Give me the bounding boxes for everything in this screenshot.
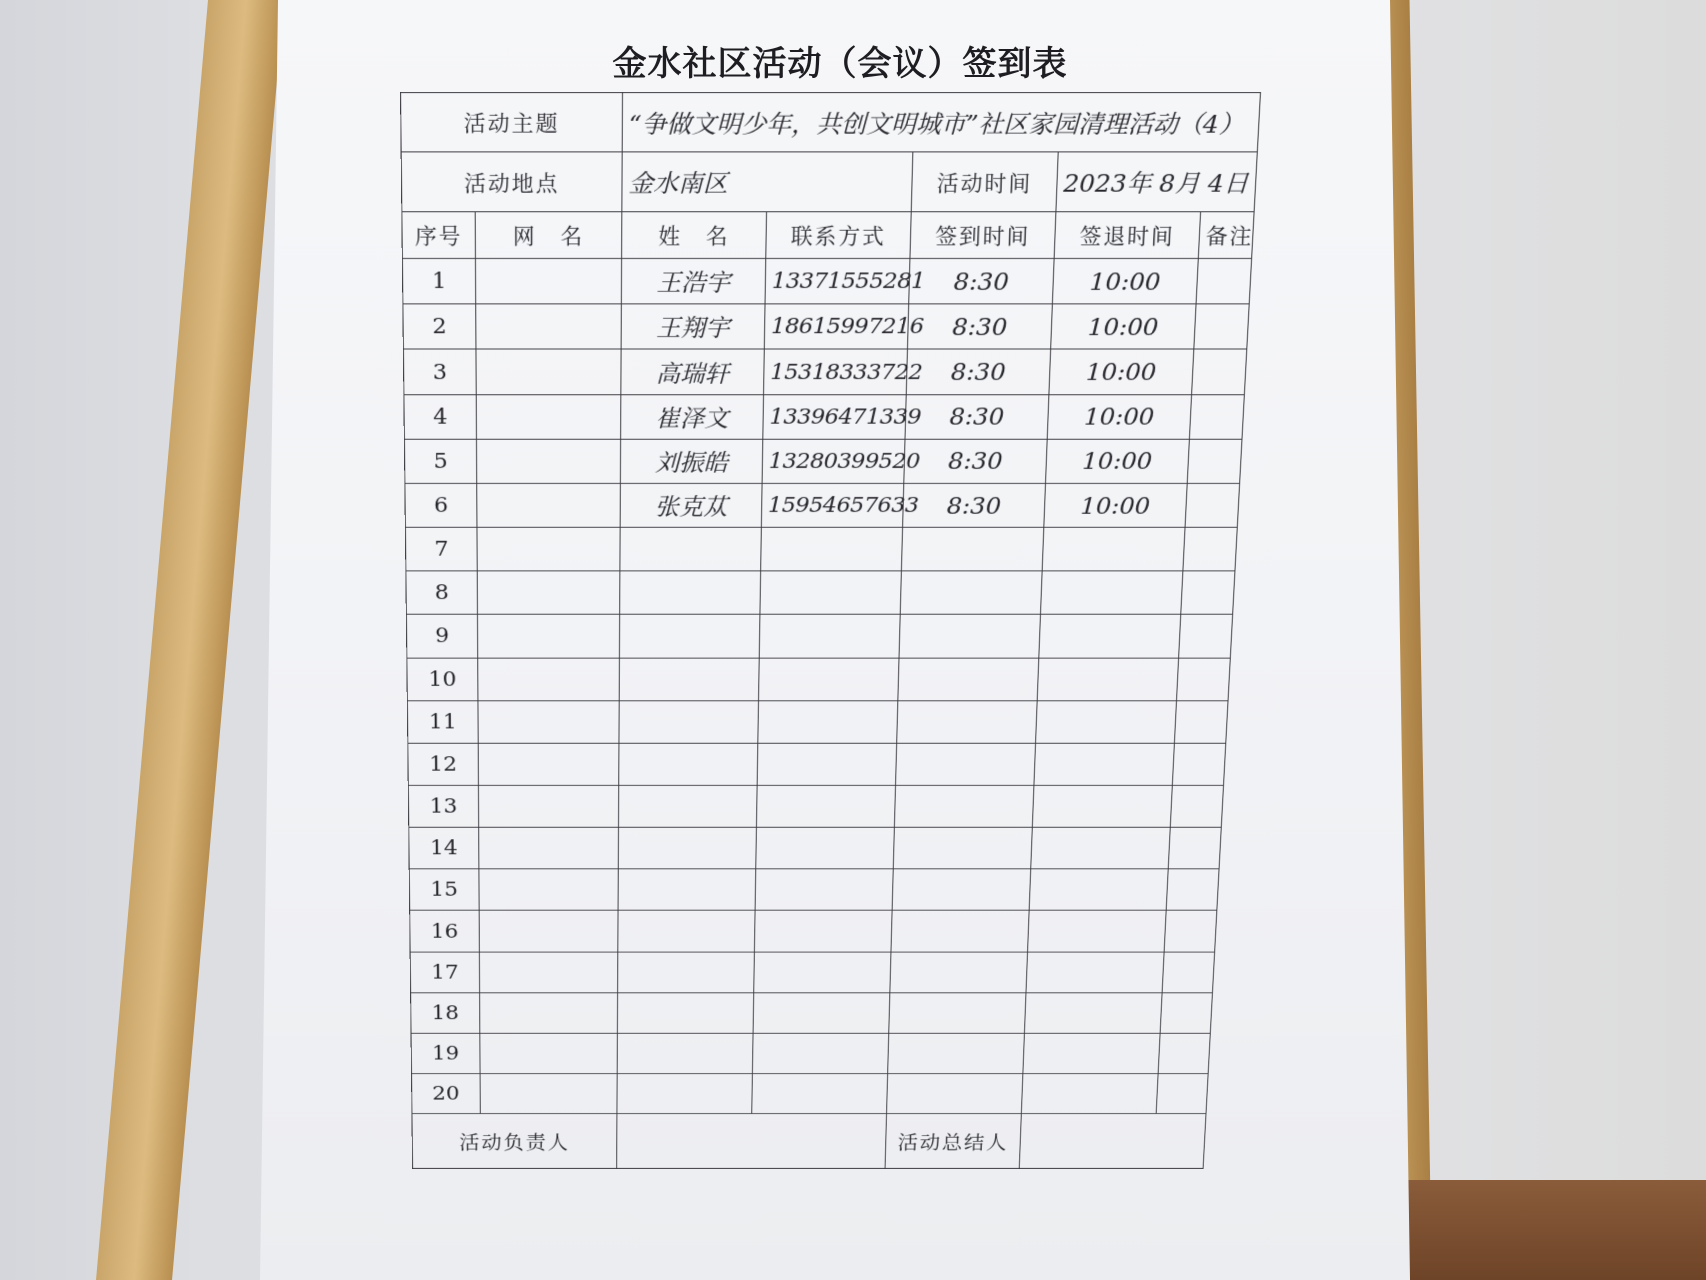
sign-in-time-cell [898,658,1039,701]
alias-cell [478,785,618,827]
phone-cell: 15318333722 [764,349,908,394]
sign-out-time-cell [1040,571,1182,614]
name-cell [618,869,756,910]
name-cell [620,527,761,571]
col-header-no: 序号 [402,212,476,259]
sign-in-time-cell [893,827,1032,869]
name-cell: 张克苁 [620,483,762,527]
phone-cell [759,615,900,658]
sign-in-time-cell: 8:30 [903,483,1046,527]
col-header-sign-in: 签到时间 [910,212,1056,259]
phone-cell [759,658,900,701]
table-row [402,259,1251,305]
note-cell [1172,743,1225,785]
sign-in-time-cell: 8:30 [906,349,1050,394]
location-value: 金水南区 [622,152,913,211]
row-number: 20 [412,1074,481,1114]
note-cell [1189,394,1244,439]
floor-background [1406,1180,1706,1280]
name-cell [617,993,753,1034]
alias-cell [479,911,618,952]
table-row [407,701,1228,744]
note-cell [1179,615,1233,658]
table-row [412,1074,1209,1114]
name-cell [619,658,759,701]
row-number: 17 [410,952,479,993]
table-row [408,743,1226,785]
alias-cell [478,701,619,744]
sign-in-time-cell: 8:30 [904,439,1047,483]
note-cell [1187,439,1242,483]
table-row [404,439,1242,483]
alias-cell [475,259,621,305]
phone-cell [760,571,901,614]
sign-in-time-cell [901,527,1043,571]
row-number: 15 [409,869,479,910]
note-cell [1168,827,1221,869]
sign-in-time-cell [896,743,1036,785]
sign-in-time-cell [891,911,1029,952]
phone-cell [756,827,895,869]
col-header-contact: 联系方式 [766,212,911,259]
clipboard-left-edge [96,0,284,1280]
note-cell [1194,304,1249,349]
row-number: 18 [411,993,480,1034]
table-row [406,571,1235,614]
phone-cell [752,1074,888,1114]
note-cell [1158,1033,1210,1073]
alias-cell [477,527,620,571]
row-number: 5 [404,439,476,483]
sign-in-time-cell: 8:30 [907,304,1052,349]
sign-out-time-cell: 10:00 [1046,439,1190,483]
sign-in-time-cell [888,1033,1025,1073]
alias-cell [476,304,622,349]
sign-out-time-cell: 10:00 [1044,483,1187,527]
row-number: 13 [408,785,478,827]
phone-cell: 13396471339 [763,394,906,439]
sign-out-time-cell: 10:00 [1052,259,1198,305]
phone-cell: 15954657633 [761,483,903,527]
alias-cell [479,869,618,910]
sign-in-time-cell: 8:30 [905,394,1049,439]
table-row [403,349,1246,394]
table-row [404,394,1245,439]
alias-cell [478,658,620,701]
note-cell [1196,259,1252,305]
table-row [409,869,1219,910]
note-cell [1185,483,1240,527]
phone-cell: 13371555281 [765,259,910,305]
sign-out-time-cell [1036,701,1177,744]
note-cell [1174,701,1228,744]
sign-out-time-cell: 10:00 [1051,304,1196,349]
note-cell [1156,1074,1208,1114]
name-cell [617,1033,753,1073]
table-row [406,615,1232,658]
row-number: 12 [408,743,479,785]
sign-in-table [400,92,1261,1169]
note-cell [1181,571,1235,614]
col-header-sign-out: 签退时间 [1054,212,1200,259]
time-label: 活动时间 [911,152,1058,211]
topic-value: “争做文明少年，共创文明城市”社区家园清理活动（4） [622,92,1260,152]
location-time-row [401,152,1257,211]
sign-in-time-cell [899,615,1040,658]
name-cell [618,952,755,993]
name-cell: 崔泽文 [621,394,764,439]
table-row [405,483,1240,527]
leader-value [617,1114,887,1169]
name-cell [618,827,756,869]
alias-cell [478,743,619,785]
phone-cell [755,869,893,910]
alias-cell [477,615,619,658]
phone-cell [757,743,897,785]
note-cell [1192,349,1247,394]
phone-cell: 13280399520 [762,439,905,483]
phone-cell [752,1033,888,1073]
note-cell [1177,658,1231,701]
name-cell [619,701,759,744]
row-number: 10 [407,658,478,701]
phone-cell [756,785,895,827]
row-number: 2 [403,304,476,349]
table-row [409,827,1222,869]
note-cell [1183,527,1237,571]
sign-out-time-cell [1029,869,1168,910]
row-number: 14 [409,827,479,869]
row-number: 6 [405,483,477,527]
alias-cell [480,1033,618,1073]
sign-out-time-cell: 10:00 [1047,394,1191,439]
sign-in-time-cell: 8:30 [909,259,1054,305]
name-cell [620,571,761,614]
topic-label: 活动主题 [401,92,623,152]
sign-in-time-cell [889,993,1026,1034]
time-value: 2023年 8月 4日 [1056,152,1257,211]
table-row [407,658,1231,701]
table-row [403,304,1249,349]
col-header-alias: 网 名 [475,212,622,259]
table-row [405,527,1237,571]
note-cell [1170,785,1223,827]
row-number: 19 [411,1033,480,1073]
summary-value [1019,1114,1206,1169]
table-row [411,1033,1210,1073]
sign-out-time-cell [1034,743,1174,785]
alias-cell [480,993,618,1034]
sign-out-time-cell [1037,658,1178,701]
table-row [410,911,1217,952]
sign-out-time-cell [1024,993,1162,1034]
sign-in-time-cell [897,701,1037,744]
summary-label: 活动总结人 [885,1114,1021,1169]
row-number: 16 [410,911,480,952]
name-cell [618,911,755,952]
phone-cell [758,701,898,744]
sign-in-time-cell [894,785,1034,827]
phone-cell [753,993,890,1034]
alias-cell [479,827,619,869]
row-number: 3 [403,349,476,394]
table-row [408,785,1223,827]
phone-cell: 18615997216 [764,304,908,349]
alias-cell [477,571,620,614]
alias-cell [479,952,617,993]
sign-out-time-cell [1021,1074,1158,1114]
footer-row [412,1114,1206,1169]
sign-in-time-cell [892,869,1031,910]
name-cell: 刘振皓 [620,439,762,483]
col-header-name: 姓 名 [622,212,767,259]
document-title: 金水社区活动（会议）签到表 [612,44,1068,84]
row-number: 11 [407,701,478,744]
name-cell: 王浩宇 [621,259,765,305]
row-number: 1 [402,259,475,305]
phone-cell [761,527,903,571]
table-row [410,952,1215,993]
sign-out-time-cell [1032,785,1172,827]
row-number: 7 [405,527,477,571]
alias-cell [477,483,621,527]
sign-out-time-cell: 10:00 [1049,349,1194,394]
alias-cell [476,394,621,439]
column-header-row [402,212,1254,259]
name-cell [619,785,758,827]
leader-label: 活动负责人 [412,1114,617,1169]
phone-cell [754,952,891,993]
name-cell [619,743,758,785]
sign-out-time-cell [1023,1033,1160,1073]
row-number: 4 [404,394,477,439]
note-cell [1164,911,1217,952]
topic-row [401,92,1261,152]
sign-in-time-cell [887,1074,1023,1114]
sign-out-time-cell [1028,911,1167,952]
location-label: 活动地点 [401,152,622,211]
name-cell [617,1074,752,1114]
col-header-notes: 备注 [1198,212,1254,259]
sign-in-time-cell [900,571,1042,614]
row-number: 8 [406,571,478,614]
sign-out-time-cell [1026,952,1164,993]
phone-cell [754,911,892,952]
sign-out-time-cell [1031,827,1171,869]
note-cell [1160,993,1212,1034]
name-cell: 高瑞轩 [621,349,764,394]
table-row [411,993,1213,1034]
row-number: 9 [406,615,477,658]
alias-cell [476,349,621,394]
note-cell [1162,952,1215,993]
name-cell [619,615,760,658]
note-cell [1166,869,1219,910]
sign-out-time-cell [1042,527,1185,571]
sign-in-time-cell [890,952,1028,993]
sign-out-time-cell [1039,615,1181,658]
alias-cell [480,1074,617,1114]
name-cell: 王翔宇 [621,304,765,349]
alias-cell [476,439,620,483]
